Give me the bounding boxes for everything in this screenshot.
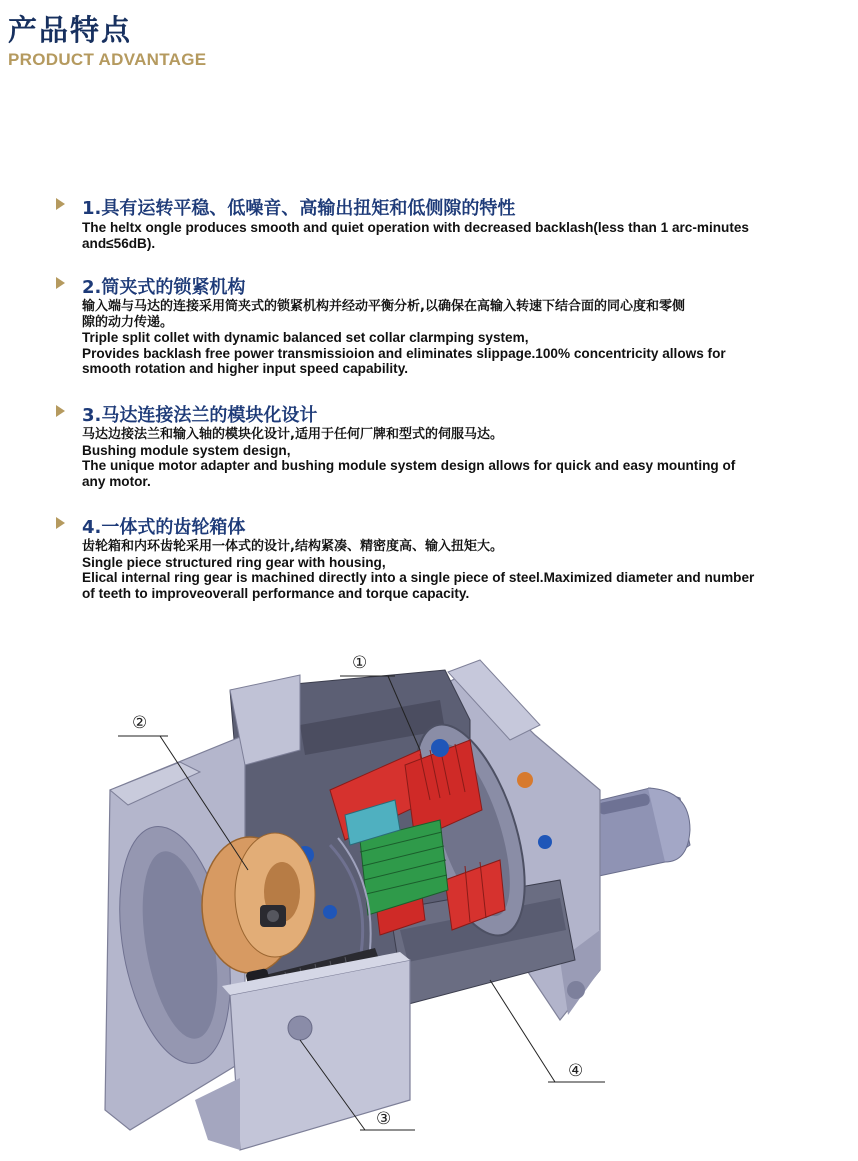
feature-4-line: of teeth to improveoverall performance and torque capacity. bbox=[82, 585, 470, 601]
feature-4-line: Elical internal ring gear is machined directly into a single piece of steel.Maximized diameter and number bbox=[82, 570, 755, 586]
feature-2 bbox=[56, 273, 846, 377]
feature-3-line: Bushing module system design, bbox=[82, 442, 291, 458]
feature-2-line: Triple split collet with dynamic balanced set collar clarmping system, bbox=[82, 330, 529, 346]
feature-2-line: Provides backlash free power transmissioion and eliminates slippage.100% concentricity allows for bbox=[82, 345, 726, 361]
triangle-bullet-icon bbox=[56, 517, 65, 529]
triangle-bullet-icon bbox=[56, 277, 65, 289]
feature-2-title: 2.筒夹式的锁紧机构 bbox=[82, 277, 246, 298]
feature-2-line: 隙的动力传递。 bbox=[82, 314, 174, 330]
feature-1-line: and≤56dB). bbox=[82, 235, 156, 251]
feature-4-line: 齿轮箱和内环齿轮采用一体式的设计,结构紧凑、精密度高、输入扭矩大。 bbox=[82, 539, 503, 554]
triangle-bullet-icon bbox=[56, 405, 65, 417]
feature-3 bbox=[56, 401, 846, 489]
feature-3-line: The unique motor adapter and bushing module system design allows for quick and easy mounting of bbox=[82, 458, 736, 474]
gearbox-cutaway-illustration bbox=[0, 630, 858, 1161]
feature-1-title: 1.具有运转平稳、低噪音、高输出扭矩和低侧隙的特性 bbox=[82, 198, 516, 219]
callout-3: ③ bbox=[376, 1109, 392, 1129]
feature-1-line: The heltx ongle produces smooth and quiet operation with decreased backlash(less than 1 arc-minutes bbox=[82, 220, 749, 235]
feature-4-body bbox=[82, 539, 846, 601]
feature-1-body bbox=[82, 220, 846, 251]
feature-2-line: smooth rotation and higher input speed capability. bbox=[82, 361, 409, 377]
callout-4: ④ bbox=[568, 1061, 584, 1081]
callout-2: ② bbox=[132, 713, 148, 733]
callout-1: ① bbox=[352, 653, 368, 673]
feature-3-body bbox=[82, 427, 846, 489]
triangle-bullet-icon bbox=[56, 198, 65, 210]
feature-4-title: 4.一体式的齿轮箱体 bbox=[82, 517, 246, 538]
feature-3-title: 3.马达连接法兰的模块化设计 bbox=[82, 405, 318, 426]
feature-4-line: Single piece structured ring gear with housing, bbox=[82, 554, 386, 570]
feature-1 bbox=[56, 194, 846, 251]
feature-4 bbox=[56, 513, 846, 601]
feature-2-body bbox=[82, 299, 846, 377]
feature-2-line: 输入端与马达的连接采用筒夹式的锁紧机构并经动平衡分析,以确保在高输入转速下结合面的同心度和零侧 bbox=[82, 299, 685, 314]
feature-3-line: 马达边接法兰和输入轴的模块化设计,适用于任何厂牌和型式的伺服马达。 bbox=[82, 427, 503, 442]
section-title-cn: 产品特点 bbox=[8, 13, 133, 47]
feature-3-line: any motor. bbox=[82, 473, 151, 489]
section-title-en: PRODUCT ADVANTAGE bbox=[8, 50, 207, 69]
